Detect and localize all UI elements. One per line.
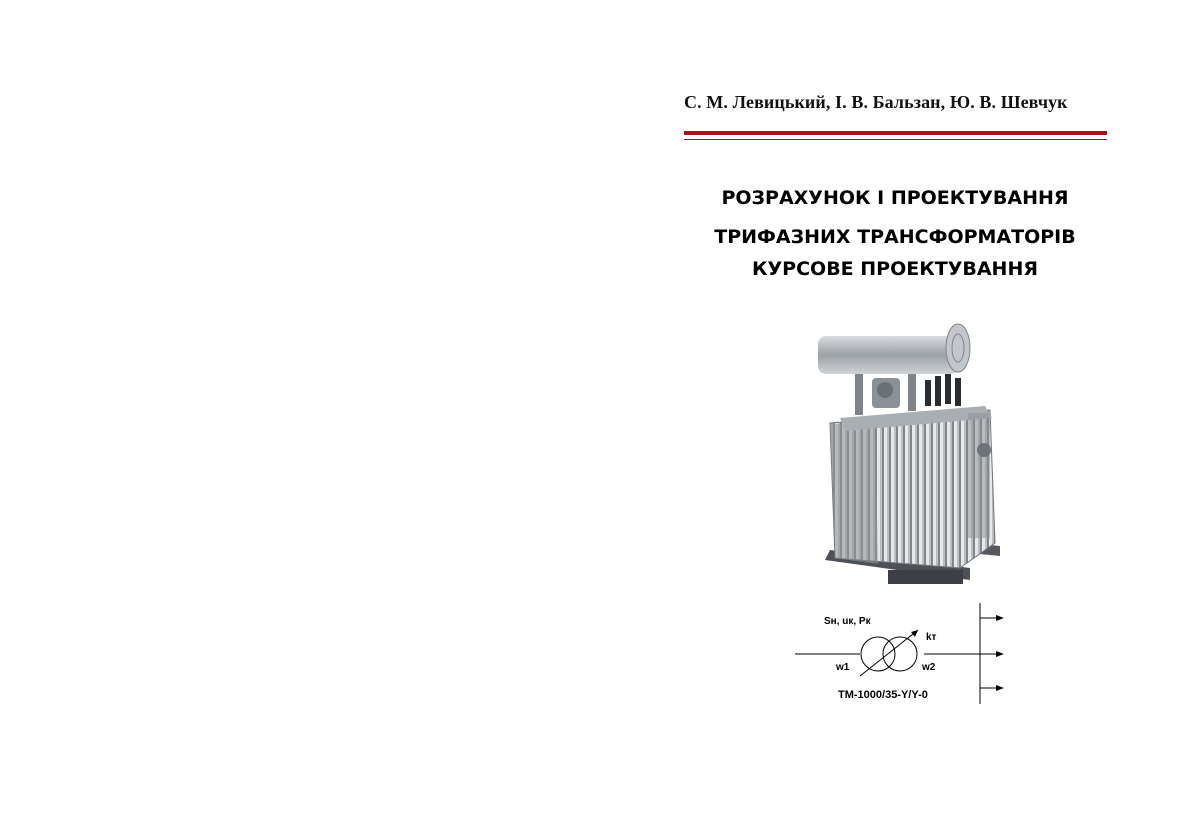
subtitle: КУРСОВЕ ПРОЕКТУВАННЯ <box>752 258 1038 280</box>
params-label: Sн, uк, Pк <box>824 616 871 627</box>
title-line-1: РОЗРАХУНОК І ПРОЕКТУВАННЯ <box>721 187 1069 209</box>
divider-thick <box>684 131 1107 135</box>
transformer-photo <box>800 318 1005 590</box>
title-line-2: ТРИФАЗНИХ ТРАНСФОРМАТОРІВ <box>714 226 1076 248</box>
divider-thin <box>684 139 1107 140</box>
authors: С. М. Левицький, І. В. Бальзан, Ю. В. Шевчук <box>684 92 1068 112</box>
kt-label: kт <box>926 632 937 643</box>
transformer-schematic <box>790 600 1020 710</box>
w2-label: w2 <box>922 662 936 673</box>
model-label: ТМ-1000/35-Y/Y-0 <box>838 689 928 701</box>
w1-label: w1 <box>836 662 850 673</box>
